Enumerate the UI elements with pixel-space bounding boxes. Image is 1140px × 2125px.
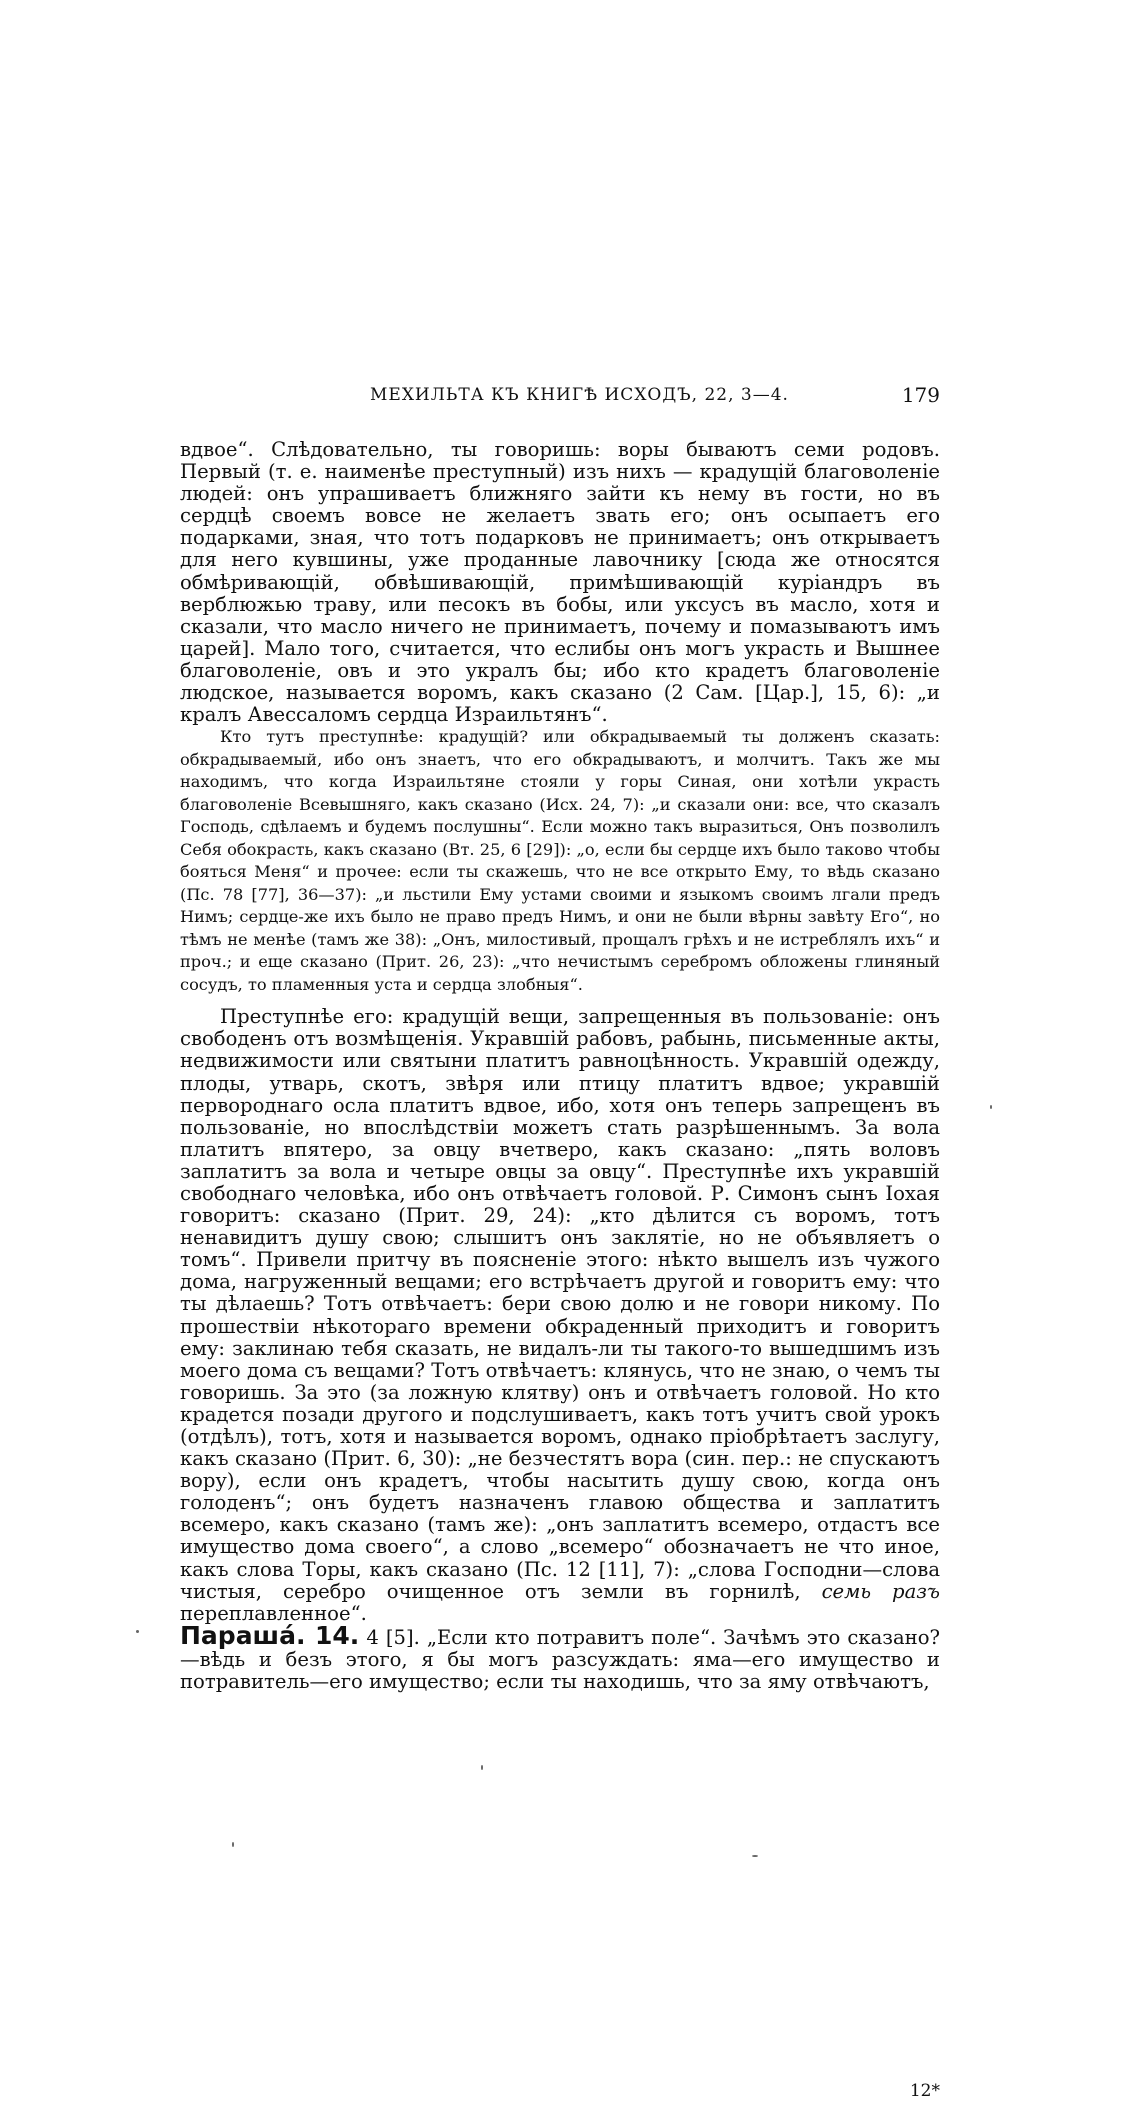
scan-speck (752, 1855, 758, 1857)
parasha-paragraph (180, 1620, 940, 1694)
running-title: МЕХИЛЬТА КЪ КНИГѢ ИСХОДЪ, 22, 3—4. (370, 385, 789, 405)
parasha-heading: Парашá. 14. (180, 1620, 360, 1650)
parasha-text: 4 [5]. „Если кто потравитъ поле“. Зачѣмъ это сказано?—вѣдь и безъ этого, я бы могъ разсуждать: яма—его имущество и потравитель—его имущество; если ты находишь, что за яму отвѣчаютъ, (180, 1625, 940, 1694)
small-print-note: Кто тутъ преступнѣе: крадущій? или обкрадываемый ты долженъ сказать: обкрадываемый, ибо онъ знаетъ, что его обкрадываютъ, и молчитъ. Такъ же мы находимъ, что когда Израильтяне стояли у горы Синая, они хотѣли украсть благоволеніе Всевышняго, какъ сказано (Исх. 24, 7): „и сказали они: все, что сказалъ Господь, сдѣлаемъ и будемъ послушны“. Если можно такъ выразиться, Онъ позволилъ Себя обокрасть, какъ сказано (Вт. 25, 6 [29]): „о, если бы сердце ихъ было таково чтобы бояться Меня“ и прочее: если ты скажешь, что не все открыто Ему, то вѣдь сказано (Пс. 78 [77], 36—37): „и льстили Ему устами своими и языкомъ своимъ лгали предъ Нимъ; сердце-же ихъ было не право предъ Нимъ, и они не были вѣрны завѣту Его“, но тѣмъ не менѣе (тамъ же 38): „Онъ, милостивый, прощалъ грѣхъ и не истреблялъ ихъ“ и проч.; и еще сказано (Прит. 26, 23): „что нечистымъ серебромъ обложены глиняный сосудъ, то пламенныя уста и сердца злобныя“. (180, 727, 940, 994)
scan-speck (990, 1105, 992, 1109)
main-text (180, 439, 940, 1693)
page (180, 383, 940, 2101)
scan-speck (232, 1842, 234, 1847)
page-number: 179 (901, 383, 940, 407)
paragraph-1: вдвое“. Слѣдовательно, ты говоришь: воры бываютъ семи родовъ. Первый (т. е. наименѣе преступный) изъ нихъ — крадущій благоволеніе людей: онъ упрашиваетъ ближняго зайти къ нему въ гости, но въ сердцѣ своемъ вовсе не желаетъ звать его; онъ осыпаетъ его подарками, зная, что тотъ подарковъ не принимаетъ; онъ открываетъ для него кувшины, уже проданные лавочнику [сюда же относятся обмѣривающій, обвѣшивающій, примѣшивающій куріандръ въ верблюжью траву, или песокъ въ бобы, или уксусъ въ масло, хотя и сказали, что масло ничего не принимаетъ, почему и помазываютъ имъ царей]. Мало того, считается, что еслибы онъ могъ украсть и Вышнее благоволеніе, овъ и это укралъ бы; ибо кто крадетъ благоволеніе людское, называется воромъ, какъ сказано (2 Сам. [Цар.], 15, 6): „и кралъ Авессаломъ сердца Израильтянъ“. (180, 438, 940, 727)
paragraph-2-end: переплавленное“. (180, 1601, 367, 1625)
scan-speck (481, 1765, 483, 1770)
paragraph-2-text: Преступнѣе его: крадущій вещи, запрещенныя въ пользованіе: онъ свободенъ отъ возмѣщенія. Укравшій рабовъ, рабынь, письменные акты, недвижимости или святыни платитъ равноцѣнность. Укравшій одежду, плоды, утварь, скотъ, звѣря или птицу платитъ вдвое; укравшій первороднаго осла платитъ вдвое, ибо, хотя онъ теперь запрещенъ въ пользованіе, но впослѣдствіи можетъ стать разрѣшеннымъ. За вола платитъ впятеро, за овцу вчетверо, какъ сказано: „пять воловъ заплатитъ за вола и четыре овцы за овцу“. Преступнѣе ихъ укравшій свободнаго человѣка, ибо онъ отвѣчаетъ головой. Р. Симонъ сынъ Іохая говоритъ: сказано (Прит. 29, 24): „кто дѣлится съ воромъ, тотъ ненавидитъ душу свою; слышитъ онъ заклятіе, но не объявляетъ о томъ“. Привели притчу въ поясненіе этого: нѣкто вышелъ изъ чужого дома, нагруженный вещами; его встрѣчаетъ другой и говоритъ ему: что ты дѣлаешь? Тотъ отвѣчаетъ: бери свою долю и не говори никому. По прошествіи нѣкотораго времени обкраденный приходитъ и говоритъ ему: заклинаю тебя сказать, не видалъ-ли ты такого-то вышедшимъ изъ моего дома съ вещами? Тотъ отвѣчаетъ: клянусь, что не знаю, о чемъ ты говоришь. За это (за ложную клятву) онъ и отвѣчаетъ головой. Но кто крадется позади другого и подслушиваетъ, какъ тотъ учитъ свой урокъ (отдѣлъ), тотъ, хотя и называется воромъ, однако пріобрѣтаетъ заслугу, какъ сказано (Прит. 6, 30): „не безчестятъ вора (син. пер.: не спускаютъ вору), если онъ крадетъ, чтобы насытить душу свою, когда онъ голоденъ“; онъ будетъ назначенъ главою общества и заплатитъ всемеро, какъ сказано (тамъ же): „онъ заплатитъ всемеро, отдастъ все имущество дома своего“, а слово „всемеро“ обозначаетъ не что иное, какъ слова Торы, какъ сказано (Пс. 12 [11], 7): „слова Господни—слова чистыя, серебро очищенное отъ земли въ горнилѣ, (180, 1005, 940, 1603)
printer-signature: 12* (909, 2081, 940, 2101)
paragraph-2-italic: семь разъ (821, 1579, 940, 1603)
paragraph-2 (180, 1006, 940, 1625)
scan-speck (136, 1630, 139, 1633)
running-header (180, 383, 940, 413)
